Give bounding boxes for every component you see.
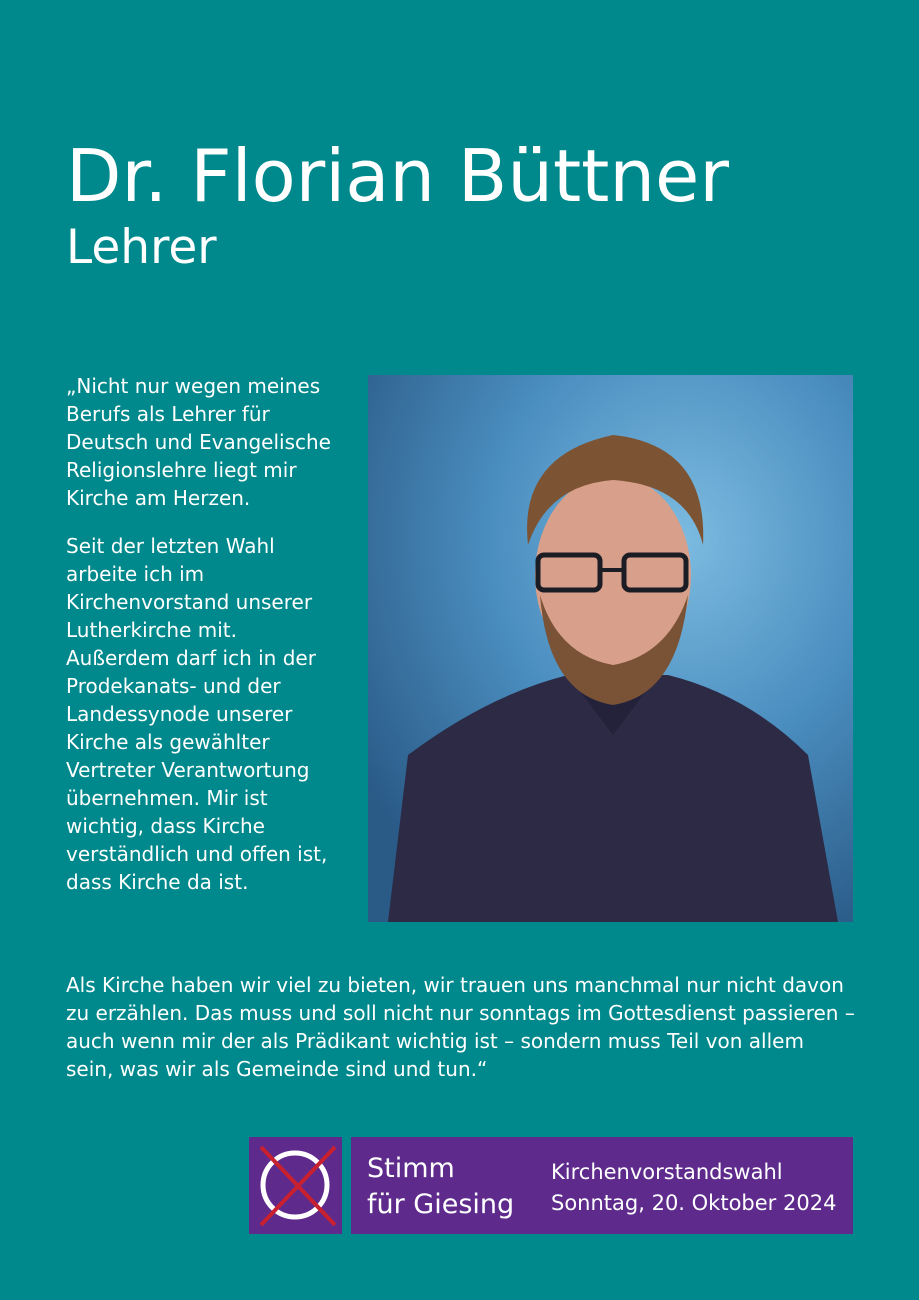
election-banner xyxy=(351,1137,853,1234)
candidate-name: Dr. Florian Büttner xyxy=(66,134,729,219)
statement-column xyxy=(66,372,346,916)
statement-paragraph-1: „Nicht nur wegen meines Berufs als Lehrer für Deutsch und Evangelische Religionslehre liegt mir Kirche am Herzen. xyxy=(66,374,331,510)
statement-paragraph-3: Als Kirche haben wir viel zu bieten, wir trauen uns manchmal nur nicht davon zu erzählen. Das muss und soll nicht nur sonntags im Gottesdienst passieren – auch wenn mir der als Prädikant wichtig ist – sondern muss Teil von allem sein, was wir als Gemeinde sind und tun.“ xyxy=(66,973,855,1081)
slogan-line-1: Stimm xyxy=(367,1153,455,1184)
candidate-profession: Lehrer xyxy=(66,220,217,275)
candidate-portrait xyxy=(368,375,853,922)
election-date: Sonntag, 20. Oktober 2024 xyxy=(551,1191,837,1215)
slogan xyxy=(367,1151,514,1223)
election-name: Kirchenvorstandswahl xyxy=(551,1160,783,1184)
election-info xyxy=(551,1157,836,1219)
ballot-cross-icon xyxy=(249,1137,342,1234)
slogan-line-2: für Giesing xyxy=(367,1189,515,1220)
statement-paragraph-2: Seit der letzten Wahl arbeite ich im Kirchenvorstand unserer Lutherkirche mit. Außerdem darf ich in der Prodekanats- und der Landessynode unserer Kirche als gewählter Vertreter Verantwortung übernehmen. Mir ist wichtig, dass Kirche verständlich und offen ist, dass Kirche da ist. xyxy=(66,534,328,894)
